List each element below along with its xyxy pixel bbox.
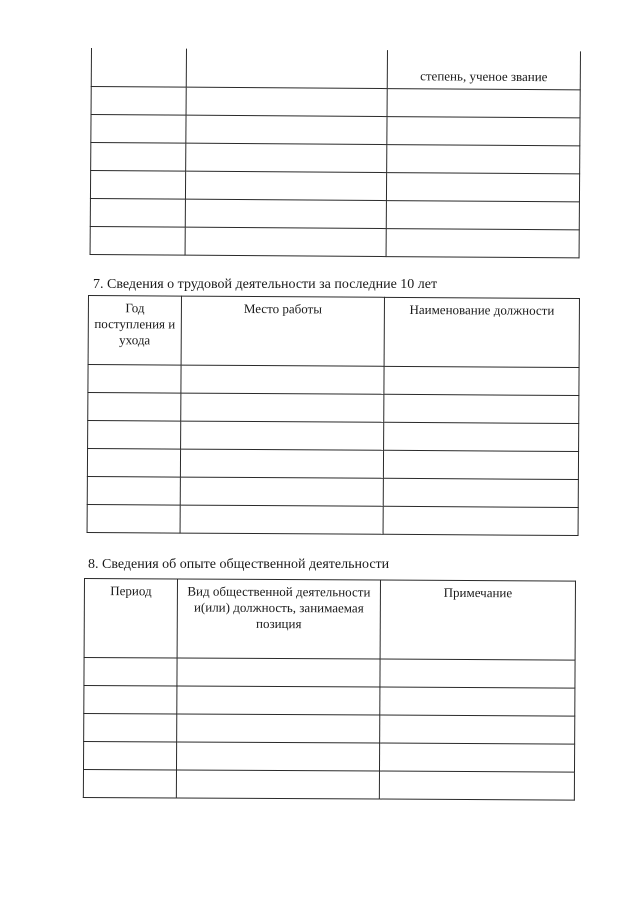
table-cell bbox=[386, 173, 579, 202]
table-cell bbox=[380, 687, 575, 716]
table-cell bbox=[87, 449, 180, 478]
table-cell bbox=[383, 478, 578, 507]
table-cell bbox=[91, 143, 186, 172]
table-cell bbox=[90, 171, 185, 200]
table-cell bbox=[181, 393, 384, 422]
table-row bbox=[87, 449, 578, 480]
table-row bbox=[88, 393, 579, 424]
table-cell bbox=[186, 87, 387, 116]
table-cell bbox=[91, 87, 186, 116]
table-cell bbox=[88, 365, 181, 394]
table-row bbox=[90, 171, 579, 202]
table-cell bbox=[386, 229, 579, 258]
section-8-title: 8. Сведения об опыте общественной деятельности bbox=[88, 557, 390, 572]
table-cell bbox=[180, 477, 383, 506]
table-cell bbox=[84, 714, 177, 742]
table-row bbox=[91, 115, 580, 146]
table-row bbox=[88, 421, 579, 452]
table-cell bbox=[185, 199, 386, 228]
table-cell bbox=[186, 143, 387, 172]
table-row bbox=[91, 87, 580, 118]
table-cell bbox=[177, 686, 380, 715]
table-cell bbox=[88, 421, 181, 450]
table-row bbox=[84, 714, 575, 745]
table-cell bbox=[383, 450, 578, 479]
table-cell bbox=[384, 366, 579, 395]
public-activity-table bbox=[83, 578, 576, 801]
education-table-continued bbox=[90, 48, 581, 258]
table-cell bbox=[379, 771, 574, 800]
table-cell bbox=[186, 49, 387, 89]
column-header-position: Наименование должности bbox=[384, 297, 579, 367]
table-cell bbox=[181, 421, 384, 450]
table-row bbox=[90, 226, 579, 257]
table-row bbox=[83, 742, 574, 773]
table-header-row bbox=[91, 48, 580, 90]
table-cell bbox=[91, 115, 186, 144]
section-7-title: 7. Сведения о трудовой деятельности за последние 10 лет bbox=[93, 277, 438, 292]
table-header-row bbox=[88, 296, 579, 368]
table-cell bbox=[177, 714, 380, 743]
table-row bbox=[84, 686, 575, 717]
table-cell bbox=[91, 48, 186, 87]
table-row bbox=[88, 365, 579, 396]
table-cell bbox=[180, 449, 383, 478]
table-cell bbox=[177, 658, 380, 687]
table-cell bbox=[186, 115, 387, 144]
table-cell bbox=[83, 742, 176, 770]
column-header-workplace: Место работы bbox=[181, 296, 384, 366]
column-header-note: Примечание bbox=[380, 580, 575, 660]
table-cell bbox=[383, 506, 578, 535]
table-row bbox=[90, 198, 579, 229]
table-cell bbox=[380, 715, 575, 744]
table-cell bbox=[387, 145, 580, 174]
column-header-degree: степень, ученое звание bbox=[387, 50, 580, 90]
table-cell bbox=[185, 171, 386, 200]
table-cell bbox=[180, 505, 383, 534]
table-cell bbox=[384, 422, 579, 451]
column-header-period: Период bbox=[84, 579, 177, 658]
table-cell bbox=[387, 89, 580, 118]
table-row bbox=[87, 476, 578, 507]
table-cell bbox=[176, 742, 379, 771]
table-cell bbox=[387, 117, 580, 146]
table-cell bbox=[84, 658, 177, 686]
column-header-activity: Вид общественной деятельности и(или) должность, занимаемая позиция bbox=[177, 579, 380, 659]
table-row bbox=[87, 504, 578, 535]
table-cell bbox=[90, 198, 185, 227]
table-cell bbox=[87, 504, 180, 533]
table-cell bbox=[88, 393, 181, 422]
table-row bbox=[84, 658, 575, 689]
column-header-years: Год поступления и ухода bbox=[88, 296, 181, 366]
table-cell bbox=[181, 365, 384, 394]
table-cell bbox=[84, 686, 177, 714]
table-cell bbox=[90, 226, 185, 255]
table-row bbox=[83, 770, 574, 801]
table-cell bbox=[87, 476, 180, 505]
table-cell bbox=[379, 743, 574, 772]
employment-table bbox=[87, 295, 580, 536]
table-cell bbox=[384, 394, 579, 423]
table-cell bbox=[83, 770, 176, 798]
table-header-row bbox=[84, 579, 575, 661]
table-cell bbox=[176, 770, 379, 799]
table-cell bbox=[185, 227, 386, 256]
table-row bbox=[91, 143, 580, 174]
table-cell bbox=[380, 659, 575, 688]
table-cell bbox=[386, 201, 579, 230]
